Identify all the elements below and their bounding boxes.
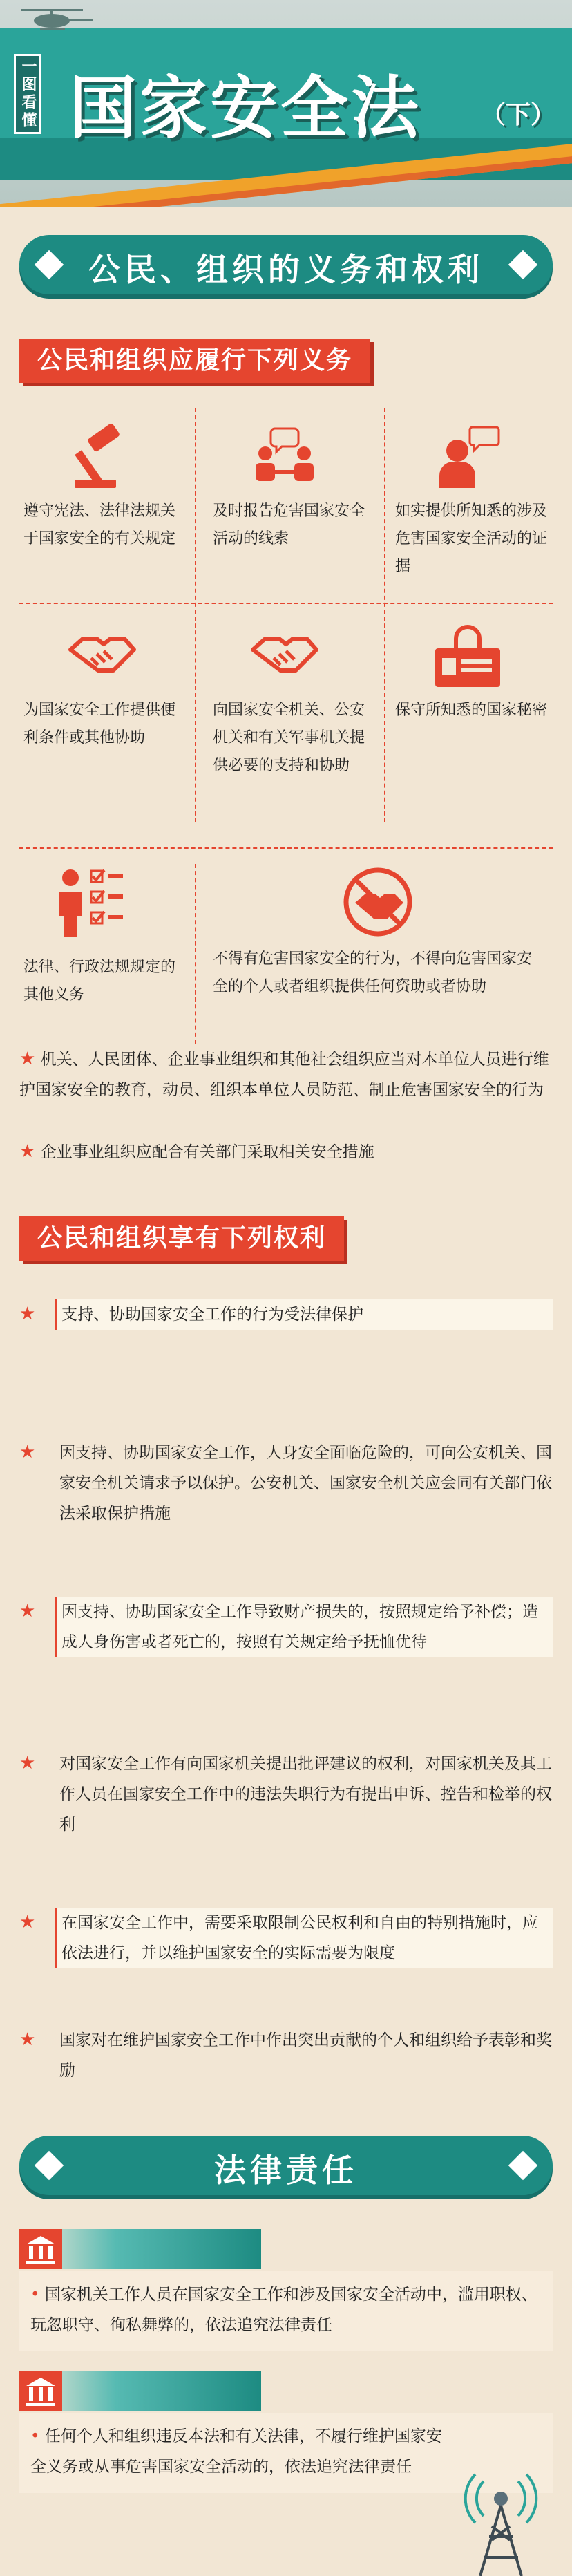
section-heading-rights-duties <box>19 235 553 294</box>
gavel-icon <box>68 422 137 491</box>
duty-item <box>19 415 192 594</box>
right-item: ★ 因支持、协助国家安全工作导致财产损失的，按照规定给予补偿；造成人身伤害或者死亡的，按照有关规定给予抚恤优待 <box>19 1597 553 1693</box>
star-icon: ★ <box>19 1442 36 1463</box>
star-icon: ★ <box>19 1049 36 1069</box>
duty-text: 向国家安全机关、公安机关和有关军事机关提供必要的支持和协助 <box>213 702 365 774</box>
star-icon: ★ <box>19 2029 36 2050</box>
bullet-icon: • <box>30 2427 45 2445</box>
duty-item <box>19 857 192 1044</box>
no-handshake-icon <box>340 864 416 940</box>
duty-item <box>391 415 553 594</box>
liability-item: • 国家机关工作人员在国家安全工作和涉及国家安全活动中，滥用职权、玩忽职守、徇私舞弊的，依法追究法律责任 <box>19 2271 553 2351</box>
star-icon: ★ <box>19 1304 36 1324</box>
page-title: 国家安全法 <box>69 69 422 148</box>
right-item: ★ 支持、协助国家安全工作的行为受法律保护 <box>19 1299 553 1334</box>
duty-item <box>202 415 380 594</box>
meeting-icon <box>250 422 319 491</box>
page-subtitle: （下） <box>481 101 556 129</box>
duty-item <box>202 857 553 1044</box>
duty-text: 遵守宪法、法律法规关于国家安全的有关规定 <box>23 502 176 547</box>
grid-divider <box>195 864 196 1044</box>
section-title: 公民、组织的义务和权利 <box>88 251 484 288</box>
star-icon: ★ <box>19 1141 36 1162</box>
bullet-icon: • <box>30 2286 45 2304</box>
duty-item <box>19 615 192 836</box>
rights-heading: 公民和组织享有下列权利 <box>19 1216 344 1261</box>
grid-divider <box>19 847 553 849</box>
duty-item <box>391 615 553 836</box>
liability-tab <box>19 2229 261 2269</box>
right-item: ★ 对国家安全工作有向国家机关提出批评建议的权利，对国家机关及其工作人员在国家安全工作中的违法失职行为有提出申诉、控告和检举的权利 <box>19 1753 552 1834</box>
star-icon: ★ <box>19 1753 36 1774</box>
right-item: ★ 国家对在维护国家安全工作中作出突出贡献的个人和组织给予表彰和奖励 <box>19 2029 552 2080</box>
header-tag: 一图看懂 <box>14 54 41 134</box>
courthouse-icon <box>19 2371 62 2411</box>
grid-divider <box>384 408 385 822</box>
lock-card-icon <box>430 619 506 688</box>
right-item: ★ 在国家安全工作中，需要采取限制公民权利和自由的特别措施时，应依法进行，并以维护国家安全的实际需要为限度 <box>19 1908 553 1974</box>
duties-heading: 公民和组织应履行下列义务 <box>19 339 370 383</box>
grid-divider <box>19 603 553 604</box>
courthouse-icon <box>19 2229 62 2269</box>
star-icon: ★ <box>19 1601 36 1621</box>
duty-text: 保守所知悉的国家秘密 <box>395 702 548 719</box>
duty-text: 如实提供所知悉的涉及危害国家安全活动的证据 <box>395 502 548 575</box>
duty-text: 法律、行政法规规定的其他义务 <box>23 959 176 1004</box>
header-banner <box>0 0 572 207</box>
duty-text: 为国家安全工作提供便利条件或其他协助 <box>23 702 176 746</box>
checklist-icon <box>50 864 126 940</box>
handshake-icon <box>250 622 319 684</box>
right-item: ★ 因支持、协助国家安全工作，人身安全面临危险的，可向公安机关、国家安全机关请求予以保护。公安机关、国家安全机关应会同有关部门依法采取保护措施 <box>19 1442 552 1523</box>
speaker-icon <box>432 422 502 491</box>
star-icon: ★ <box>19 1912 36 1933</box>
duty-note: ★ 机关、人民团体、企业事业组织和其他社会组织应当对本单位人员进行维护国家安全的教育，动员、组织本单位人员防范、制止危害国家安全的行为 <box>19 1049 549 1099</box>
liability-item: • 任何个人和组织违反本法和有关法律，不履行维护国家安全义务或从事危害国家安全活动的，依法追究法律责任 <box>19 2413 553 2493</box>
duty-text: 及时报告危害国家安全活动的线索 <box>213 502 365 547</box>
helicopter-icon <box>14 6 97 33</box>
duty-item <box>202 615 380 836</box>
duty-text: 不得有危害国家安全的行为，不得向危害国家安全的个人或者组织提供任何资助或者协助 <box>213 950 533 995</box>
liability-tab <box>19 2371 261 2411</box>
grid-divider <box>195 408 196 822</box>
handshake-icon <box>68 622 137 684</box>
duty-note: ★ 企业事业组织应配合有关部门采取相关安全措施 <box>19 1141 374 1162</box>
section-heading-liability <box>19 2136 553 2195</box>
radio-tower-icon <box>456 2461 546 2576</box>
section-title: 法律责任 <box>214 2152 358 2189</box>
